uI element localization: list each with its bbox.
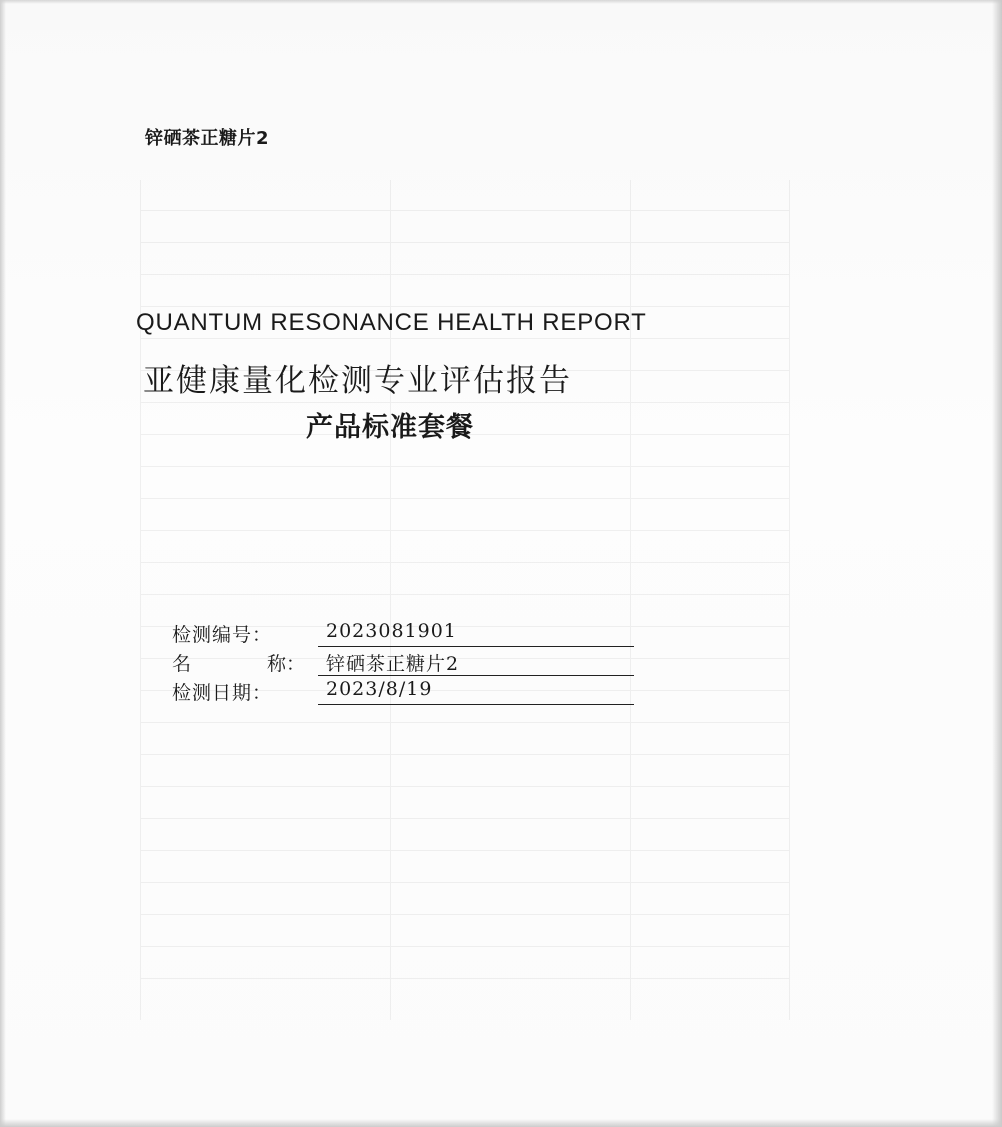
field-test-date-label: 检测日期：: [172, 682, 273, 704]
field-test-date-underline: [318, 704, 634, 705]
field-name: [172, 649, 642, 677]
report-title-chinese: 亚健康量化检测专业评估报告: [143, 363, 572, 399]
field-test-number-value: 2023081901: [326, 620, 457, 642]
field-test-number-underline: [318, 646, 634, 647]
header-product-label: 锌硒茶正糖片2: [145, 128, 270, 149]
scan-edge-bottom: [0, 1119, 1002, 1127]
bleed-through-table: [140, 180, 790, 1020]
report-title-english: QUANTUM RESONANCE HEALTH REPORT: [136, 309, 647, 336]
field-test-number: [172, 620, 642, 648]
field-name-value: 锌硒茶正糖片2: [326, 653, 460, 675]
field-name-label-part1: 名: [172, 653, 192, 675]
scan-edge-top: [0, 0, 1002, 4]
field-name-label-part2: 称：: [267, 653, 306, 675]
scan-edge-right: [992, 0, 1002, 1127]
field-test-date-value: 2023/8/19: [326, 678, 433, 700]
scan-edge-left: [0, 0, 6, 1127]
field-test-date: [172, 678, 642, 706]
field-test-number-label: 检测编号：: [172, 624, 273, 646]
report-subtitle: 产品标准套餐: [306, 412, 474, 443]
field-name-underline: [318, 675, 634, 676]
